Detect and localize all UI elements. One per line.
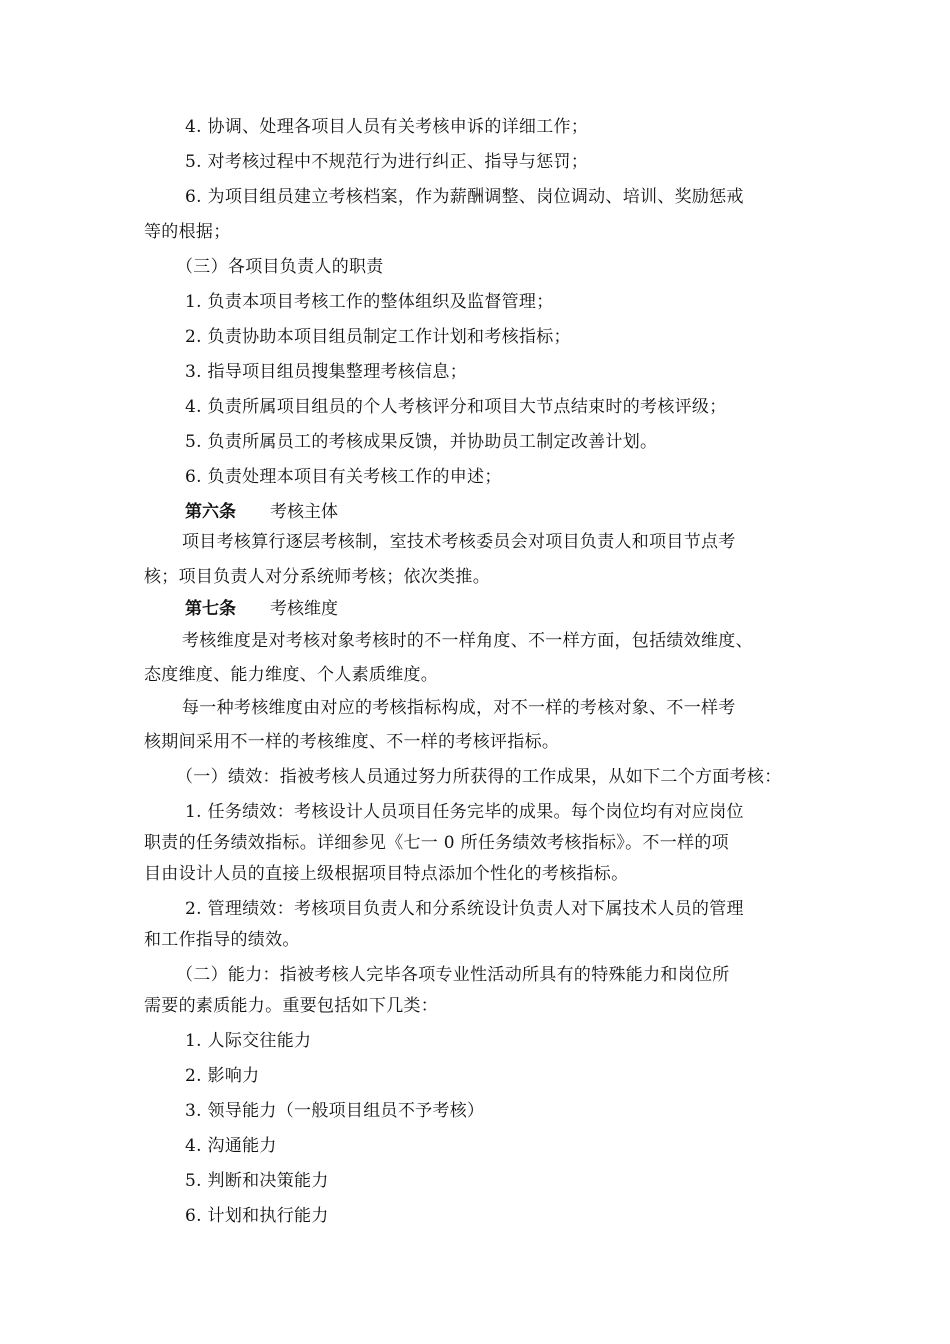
article-heading-6 [185, 501, 338, 523]
list-item: 2. 负责协助本项目组员制定工作计划和考核指标； [185, 327, 571, 347]
article-number: 第六条 [185, 502, 236, 522]
paragraph-line: 考核维度是对考核对象考核时的不一样角度、不一样方面，包括绩效维度、 [182, 631, 753, 651]
list-item: 6. 为项目组员建立考核档案，作为薪酬调整、岗位调动、培训、奖励惩戒 [185, 187, 744, 207]
paragraph-line: 和工作指导的绩效。 [144, 930, 300, 950]
list-item: 5. 负责所属员工的考核成果反馈，并协助员工制定改善计划。 [185, 432, 658, 452]
list-item: 5. 判断和决策能力 [185, 1171, 329, 1191]
paragraph-line: 职责的任务绩效指标。详细参见《七一 0 所任务绩效考核指标》。不一样的项 [144, 833, 729, 853]
list-item: 4. 协调、处理各项目人员有关考核申诉的详细工作； [185, 117, 589, 137]
list-item: 3. 领导能力（一般项目组员不予考核） [185, 1101, 485, 1121]
list-item: 2. 管理绩效：考核项目负责人和分系统设计负责人对下属技术人员的管理 [185, 899, 744, 919]
section-heading: （三）各项目负责人的职责 [176, 257, 384, 277]
section-heading: （二）能力：指被考核人完毕各项专业性活动所具有的特殊能力和岗位所 [176, 965, 730, 985]
list-item: 2. 影响力 [185, 1066, 260, 1086]
list-item: 6. 计划和执行能力 [185, 1206, 329, 1226]
section-heading: （一）绩效：指被考核人员通过努力所获得的工作成果，从如下二个方面考核： [176, 767, 782, 787]
list-item: 1. 任务绩效：考核设计人员项目任务完毕的成果。每个岗位均有对应岗位 [185, 802, 744, 822]
paragraph-line: 核期间采用不一样的考核维度、不一样的考核评指标。 [144, 732, 560, 752]
list-item: 6. 负责处理本项目有关考核工作的申述； [185, 467, 502, 487]
paragraph-line: 项目考核算行逐层考核制，室技术考核委员会对项目负责人和项目节点考 [182, 532, 736, 552]
article-title: 考核维度 [270, 599, 338, 619]
list-item: 1. 人际交往能力 [185, 1031, 312, 1051]
paragraph-line: 等的根据； [144, 222, 231, 242]
paragraph-line: 每一种考核维度由对应的考核指标构成，对不一样的考核对象、不一样考 [182, 698, 736, 718]
article-heading-7 [185, 598, 338, 620]
list-item: 3. 指导项目组员搜集整理考核信息； [185, 362, 468, 382]
list-item: 5. 对考核过程中不规范行为进行纠正、指导与惩罚； [185, 152, 589, 172]
paragraph-line: 核；项目负责人对分系统师考核；依次类推。 [144, 567, 490, 587]
paragraph-line: 需要的素质能力。重要包括如下几类： [144, 996, 439, 1016]
article-number: 第七条 [185, 599, 236, 619]
paragraph-line: 目由设计人员的直接上级根据项目特点添加个性化的考核指标。 [144, 864, 629, 884]
list-item: 4. 负责所属项目组员的个人考核评分和项目大节点结束时的考核评级； [185, 397, 727, 417]
article-title: 考核主体 [270, 502, 338, 522]
list-item: 1. 负责本项目考核工作的整体组织及监督管理； [185, 292, 554, 312]
list-item: 4. 沟通能力 [185, 1136, 277, 1156]
paragraph-line: 态度维度、能力维度、个人素质维度。 [144, 665, 439, 685]
